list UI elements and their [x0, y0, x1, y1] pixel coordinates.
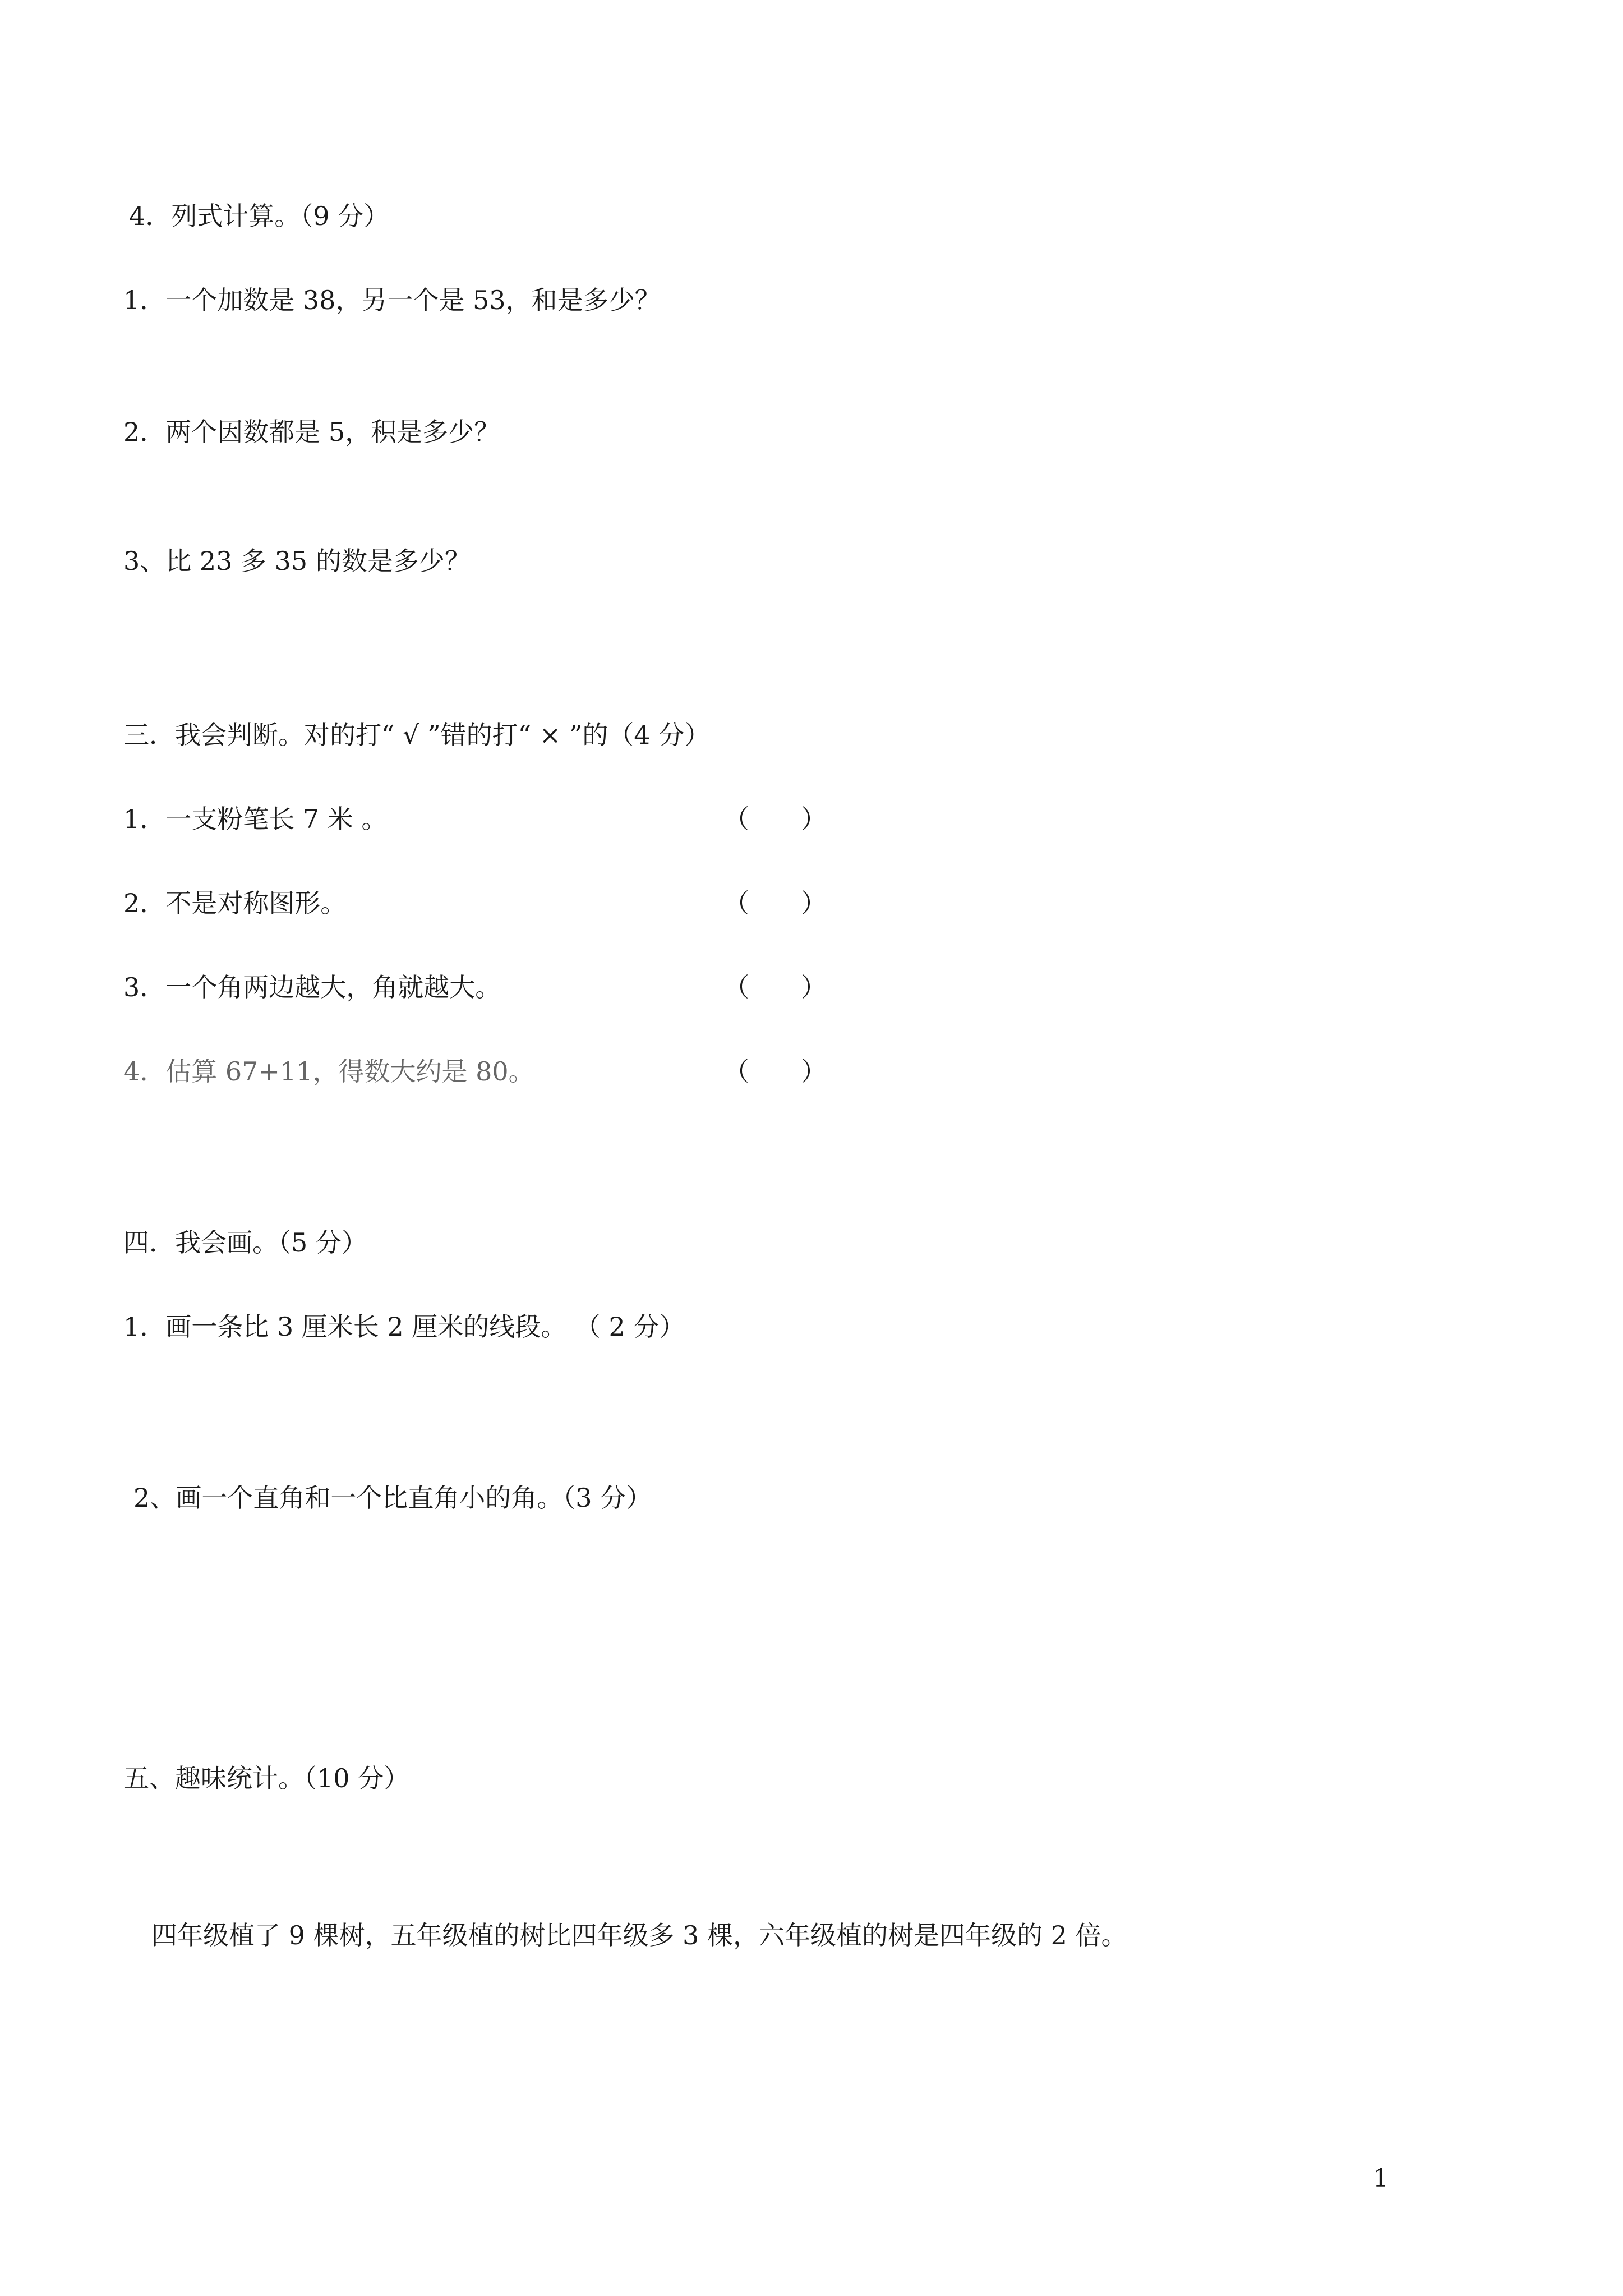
calc-question-3: 3、比 23 多 35 的数是多少？ [123, 546, 471, 576]
judge-answer-blank-1[interactable]: （ ） [723, 804, 827, 834]
section-judge-title: 三．我会判断。对的打“ √ ”错的打“ × ”的（4 分） [123, 720, 711, 750]
judge-answer-blank-2[interactable]: （ ） [723, 888, 827, 918]
draw-question-1: 1．画一条比 3 厘米长 2 厘米的线段。 （ 2 分） [123, 1312, 685, 1342]
judge-item-1: 1．一支粉笔长 7 米 。 [123, 804, 388, 834]
stats-problem-text: 四年级植了 9 棵树，五年级植的树比四年级多 3 棵，六年级植的树是四年级的 2 倍。 [151, 1920, 1127, 1950]
calc-question-2: 2．两个因数都是 5，积是多少？ [123, 417, 500, 447]
section-draw-title: 四．我会画。（5 分） [123, 1227, 367, 1258]
judge-answer-blank-3[interactable]: （ ） [723, 972, 827, 1002]
section-calc-title: 4．列式计算。（9 分） [129, 201, 390, 231]
draw-question-2: 2、画一个直角和一个比直角小的角。（3 分） [133, 1483, 652, 1513]
judge-item-3: 3．一个角两边越大，角就越大。 [123, 972, 501, 1002]
judge-answer-blank-4[interactable]: （ ） [723, 1056, 827, 1087]
calc-question-1: 1．一个加数是 38，另一个是 53，和是多少？ [123, 285, 661, 315]
judge-item-2: 2．不是对称图形。 [123, 888, 347, 918]
section-stats-title: 五、趣味统计。（10 分） [123, 1763, 410, 1793]
page-number: 1 [1373, 2164, 1389, 2193]
judge-item-4: 4．估算 67+11，得数大约是 80。 [123, 1056, 534, 1087]
